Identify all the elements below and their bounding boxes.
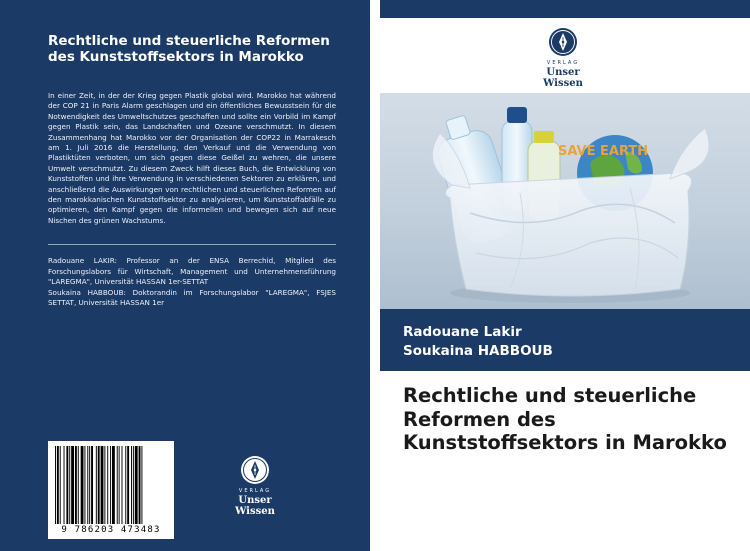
back-cover-blurb: In einer Zeit, in der der Krieg gegen Plastik global wird. Marokko hat während der COP 21 in Paris Alarm geschlagen und ein öffentliches Bewusstsein für die Notwendigkeit des Umweltschutzes geschaffen und sollte ein Vorbild im Kampf gegen Plastik sein, das Landschaften und Ozeane verschmutzt. In diesem Zusammenhang hat Marokko vor der Organisation der COP22 in Marrakesch am 1. Juli 2016 die Herstellung, den Verkauf und die Verwendung von Plastiktüten verboten, um sich gegen diese Geißel zu wehren, die unsere Umwelt verschmutzt. Zu diesem Zweck hilft dieses Buch, die Entwicklung von Kunststoffen und ihre Verwendung in verschiedenen Sektoren zu erklären, und anschließend die Auswirkungen von rechtlichen und steuerlichen Reformen auf den marokkanischen Kunststoffsektor zu analysieren, um Kunststoffabfälle zu optimieren, den Kampf gegen die informellen und bewegen sich auf neue Nischen des grünen Wachstums. <box>48 91 336 225</box>
isbn-barcode <box>48 441 174 539</box>
author-bio-1: Radouane LAKIR: Professor an der ENSA Berrechid, Mitglied des Forschungslabors für Wirtschaft, Management und Unternehmensführung "LAREGMA", Universität HASSAN 1er-SETTAT <box>48 256 336 287</box>
front-cover <box>380 0 750 551</box>
author-band <box>380 309 750 371</box>
save-earth-letters: SAVE EARTH <box>558 144 649 159</box>
publisher-name: Unser Wissen <box>543 67 583 89</box>
publisher-logo-back <box>219 455 291 517</box>
pen-nib-logo-icon <box>548 27 578 57</box>
divider <box>48 244 336 245</box>
front-cover-title: Rechtliche und steuerliche Reformen des Kunststoffsektors in Marokko <box>403 384 727 454</box>
publisher-name: Unser Wissen <box>235 495 275 517</box>
cover-photo-plastic-bag <box>380 93 750 309</box>
publisher-verlag-label: VERLAG <box>238 488 272 494</box>
author-bio-2: Soukaina HABBOUB: Doktorandin im Forschungslabor "LAREGMA", FSJES SETTAT, Universität HASSAN 1er <box>48 287 336 308</box>
author-name-1: Radouane Lakir <box>403 324 522 340</box>
author-bios <box>48 256 336 309</box>
author-name-2: Soukaina HABBOUB <box>403 343 553 359</box>
back-cover-title: Rechtliche und steuerliche Reformen des Kunststoffsektors in Marokko <box>48 33 330 65</box>
spine <box>370 0 380 551</box>
publisher-logo-front <box>525 27 601 89</box>
pen-nib-logo-icon <box>240 455 270 485</box>
plastic-bag-illustration <box>380 93 750 309</box>
publisher-verlag-label: VERLAG <box>546 60 580 66</box>
barcode-bars <box>53 446 169 524</box>
back-cover <box>0 0 370 551</box>
barcode-number: 9 786203 473483 <box>61 525 161 535</box>
front-top-bar <box>380 0 750 18</box>
